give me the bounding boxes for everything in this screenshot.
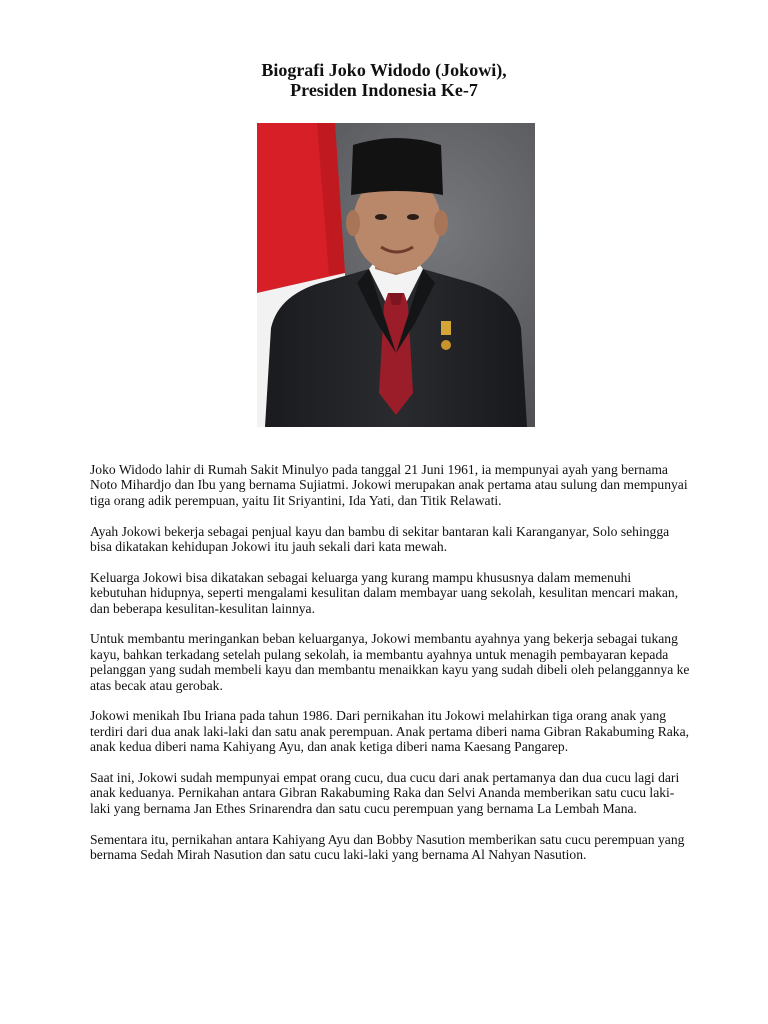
title-line-1: Biografi Joko Widodo (Jokowi), xyxy=(261,60,507,80)
title-line-2: Presiden Indonesia Ke-7 xyxy=(290,80,478,100)
portrait-illustration xyxy=(257,123,535,427)
paragraph: Joko Widodo lahir di Rumah Sakit Minulyo pada tanggal 21 Juni 1961, ia mempunyai ayah yang bernama Noto Mihardjo dan Ibu yang bernama Sujiatmi. Jokowi merupakan anak pertama atau sulung dan mempunyai tiga orang adik perempuan, yaitu Iit Sriyantini, Ida Yati, dan Titik Relawati. xyxy=(90,462,688,508)
portrait-photo xyxy=(257,123,535,427)
biography-body xyxy=(90,462,690,878)
paragraph: Ayah Jokowi bekerja sebagai penjual kayu dan bambu di sekitar bantaran kali Karanganyar, Solo sehingga bisa dikatakan kehidupan Jokowi itu jauh sekali dari kata mewah. xyxy=(90,523,670,555)
paragraph: Jokowi menikah Ibu Iriana pada tahun 1986. Dari pernikahan itu Jokowi melahirkan tiga orang anak yang terdiri dari dua anak laki-laki dan satu anak perempuan. Anak pertama diberi nama Gibran Rakabuming Raka, anak kedua diberi nama Kahiyang Ayu, dan anak ketiga diberi nama Kaesang Pangarep. xyxy=(90,708,690,755)
paragraph: Sementara itu, pernikahan antara Kahiyang Ayu dan Bobby Nasution memberikan satu cucu perempuan yang bernama Sedah Mirah Nasution dan satu cucu laki-laki yang bernama Al Nahyan Nasution. xyxy=(90,831,685,863)
peci-cap xyxy=(351,138,443,195)
paragraph: Keluarga Jokowi bisa dikatakan sebagai keluarga yang kurang mampu khususnya dalam memenuhi kebutuhan hidupnya, seperti mengalami kesulitan dalam membayar uang sekolah, kesulitan mencari makan, dan beberapa kesulitan-kesulitan lainnya. xyxy=(90,569,679,616)
tie xyxy=(379,293,413,415)
document-title xyxy=(0,60,768,100)
paragraph: Saat ini, Jokowi sudah mempunyai empat orang cucu, dua cucu dari anak pertamanya dan dua cucu lagi dari anak keduanya. Pernikahan antara Gibran Rakabuming Raka dan Selvi Ananda memberikan satu cucu laki-laki yang bernama Jan Ethes Srinarendra dan satu cucu perempuan yang bernama La Lembah Mana. xyxy=(90,770,680,816)
paragraph: Untuk membantu meringankan beban keluarganya, Jokowi membantu ayahnya yang bekerja sebagai tukang kayu, bahkan terkadang setelah pulang sekolah, ia membantu ayahnya untuk menagih pembayaran kepada pelanggan yang sudah membeli kayu dan membantu menaikkan kayu yang sudah dibeli oleh pelanggannya ke atas becak atau gerobak. xyxy=(90,631,690,693)
